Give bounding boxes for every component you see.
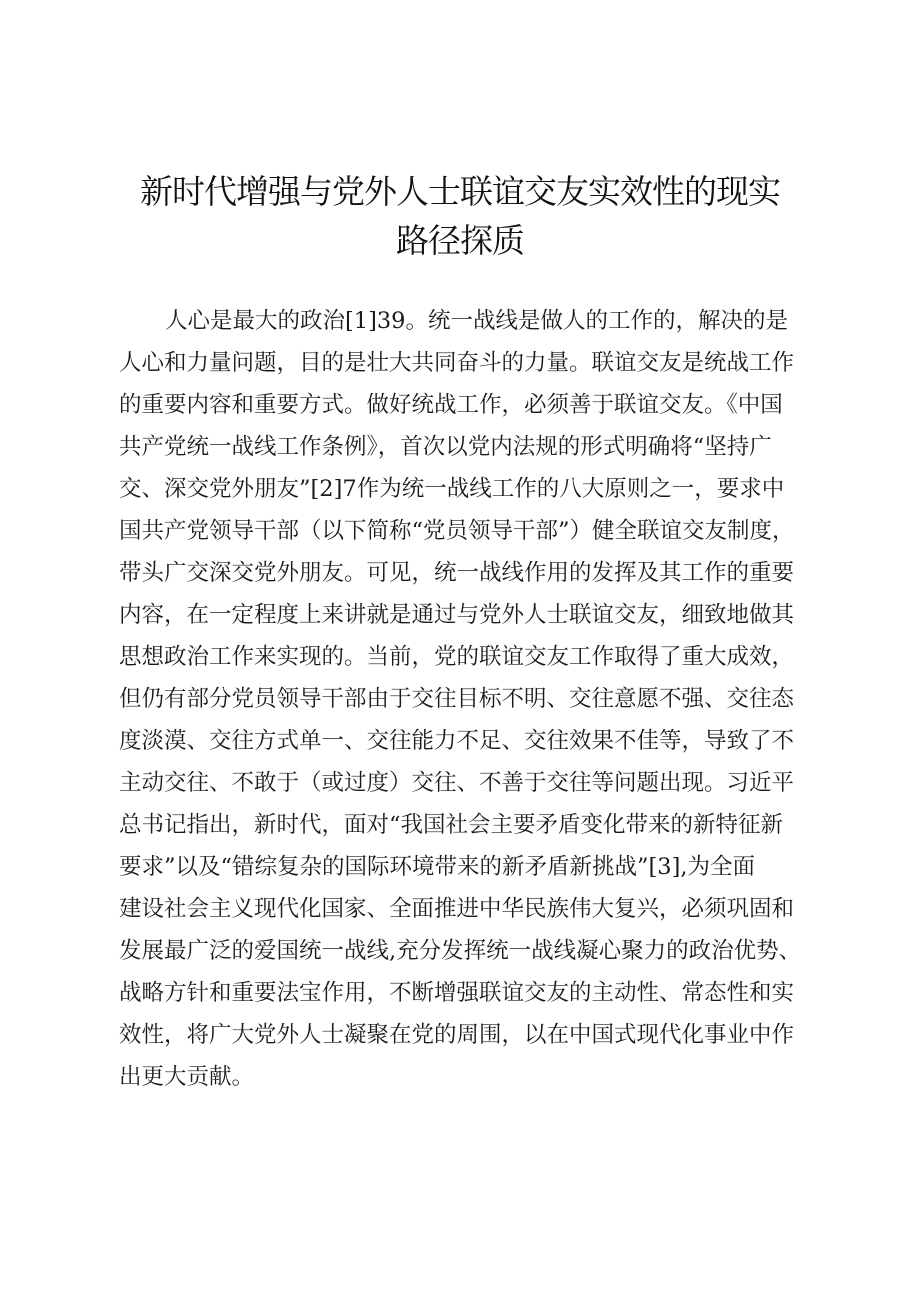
paragraph-line: 内容，在一定程度上来讲就是通过与党外人士联谊交友，细致地做其 xyxy=(119,602,795,628)
paragraph-line: 总书记指出，新时代，面对“我国社会主要矛盾变化带来的新特征新 xyxy=(119,812,784,838)
paragraph-line: 人心是最大的政治[1]39。统一战线是做人的工作的，解决的是 xyxy=(165,308,789,334)
paragraph-line: 建设社会主义现代化国家、全面推进中华民族伟大复兴，必须巩固和 xyxy=(119,896,795,922)
paragraph-line: 战略方针和重要法宝作用，不断增强联谊交友的主动性、常态性和实 xyxy=(119,980,795,1006)
document-title-line-1: 新时代增强与党外人士联谊交友实效性的现实 xyxy=(140,172,780,211)
paragraph-line: 的重要内容和重要方式。做好统战工作，必须善于联谊交友。《中国 xyxy=(119,392,783,418)
paragraph-line: 效性，将广大党外人士凝聚在党的周围，以在中国式现代化事业中作 xyxy=(119,1022,795,1048)
paragraph-line: 交、深交党外朋友”[2]7作为统一战线工作的八大原则之一，要求中 xyxy=(119,476,785,502)
paragraph-line: 带头广交深交党外朋友。可见，统一战线作用的发挥及其工作的重要 xyxy=(119,560,795,586)
paragraph-line: 度淡漠、交往方式单一、交往能力不足、交往效果不佳等，导致了不 xyxy=(119,728,795,754)
paragraph-line: 出更大贡献。 xyxy=(119,1064,255,1090)
paragraph-line: 主动交往、不敢于（或过度）交往、不善于交往等问题出现。习近平 xyxy=(119,770,795,796)
paragraph-line: 发展最广泛的爱国统一战线,充分发挥统一战线凝心聚力的政治优势、 xyxy=(119,938,802,964)
document-title-line-2: 路径探质 xyxy=(396,221,524,260)
paragraph-line: 但仍有部分党员领导干部由于交往目标不明、交往意愿不强、交往态 xyxy=(119,686,795,712)
paragraph-line: 要求”以及“错综复杂的国际环境带来的新矛盾新挑战”[3],为全面 xyxy=(119,854,756,880)
paragraph-line: 共产党统一战线工作条例》，首次以党内法规的形式明确将“坚持广 xyxy=(119,434,772,460)
paragraph-line: 思想政治工作来实现的。当前，党的联谊交友工作取得了重大成效， xyxy=(119,644,795,670)
paragraph-line: 人心和力量问题，目的是壮大共同奋斗的力量。联谊交友是统战工作 xyxy=(119,350,795,376)
paragraph-line: 国共产党领导干部（以下简称“党员领导干部”）健全联谊交友制度， xyxy=(119,518,795,544)
